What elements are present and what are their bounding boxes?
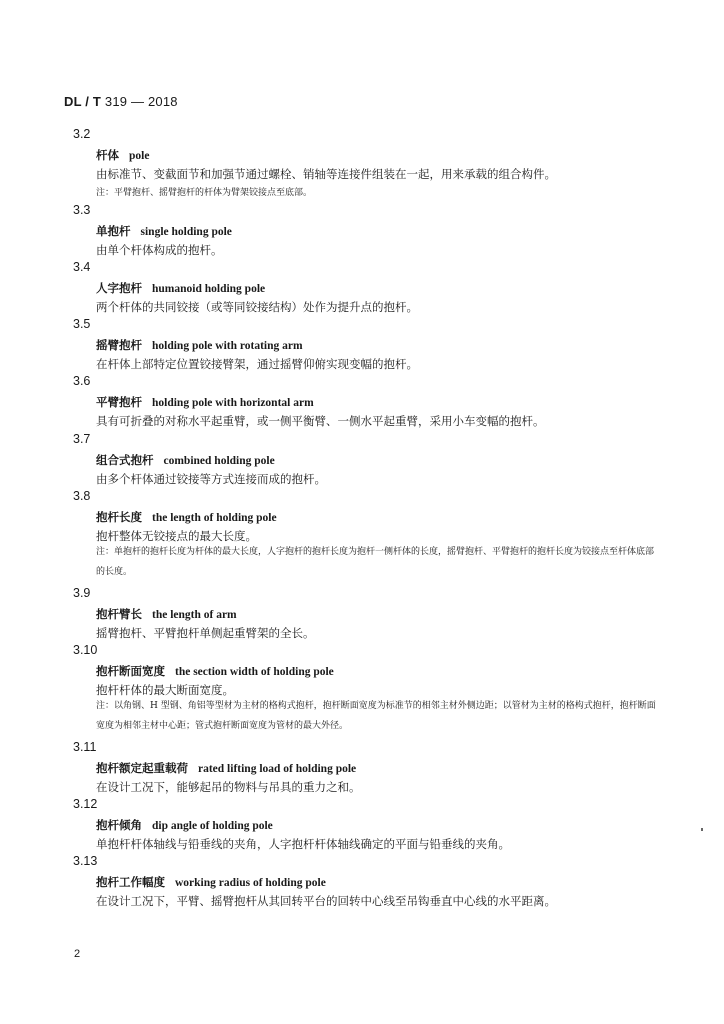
- term-en: the section width of holding pole: [175, 666, 334, 678]
- term-title: [96, 452, 275, 468]
- term-title: [96, 874, 326, 890]
- term-zh: 抱杆倾角: [96, 818, 142, 832]
- term-definition: 在设计工况下，能够起吊的物料与吊具的重力之和。: [96, 780, 361, 794]
- standard-prefix: DL / T: [64, 94, 102, 109]
- term-en: the length of holding pole: [152, 512, 277, 524]
- term-title: [96, 509, 277, 525]
- clause-number: 3.5: [73, 317, 91, 331]
- term-en: holding pole with rotating arm: [152, 340, 303, 352]
- term-zh: 人字抱杆: [96, 281, 142, 295]
- term-title: [96, 223, 232, 239]
- term-zh: 抱杆臂长: [96, 607, 142, 621]
- term-en: holding pole with horizontal arm: [152, 397, 314, 409]
- clause-number: 3.13: [73, 854, 98, 868]
- term-zh: 杆体: [96, 148, 119, 162]
- clause-number: 3.3: [73, 203, 91, 217]
- clause-number: 3.11: [73, 740, 97, 754]
- term-zh: 抱杆断面宽度: [96, 664, 165, 678]
- term-note: 注：单抱杆的抱杆长度为杆体的最大长度，人字抱杆的抱杆长度为抱杆一侧杆体的长度，摇臂抱杆、平臂抱杆的抱杆长度为铰接点至杆体底部的长度。: [96, 547, 655, 577]
- term-zh: 组合式抱杆: [96, 453, 154, 467]
- term-definition: 在杆体上部特定位置铰接臂架，通过摇臂仰俯实现变幅的抱杆。: [96, 357, 418, 371]
- term-definition: 由标准节、变截面节和加强节通过螺栓、销轴等连接件组装在一起，用来承载的组合构件。: [96, 167, 556, 181]
- term-title: [96, 147, 149, 163]
- term-title: [96, 394, 314, 410]
- term-title: [96, 280, 265, 296]
- clause-number: 3.9: [73, 586, 91, 600]
- term-note: 注：以角钢、H 型钢、角铝等型材为主材的格构式抱杆，抱杆断面宽度为标准节的相邻主材外侧边距；以管材为主材的格构式抱杆，抱杆断面宽度为相邻主材中心距；管式抱杆断面宽度为管材的最大外径。: [96, 701, 656, 731]
- term-definition: 具有可折叠的对称水平起重臂，或一侧平衡臂、一侧水平起重臂，采用小车变幅的抱杆。: [96, 414, 545, 428]
- clause-number: 3.7: [73, 432, 91, 446]
- standard-number: 319 — 2018: [104, 94, 178, 109]
- term-en: combined holding pole: [163, 455, 275, 467]
- page-number: 2: [74, 948, 81, 960]
- term-title: [96, 817, 273, 833]
- term-en: dip angle of holding pole: [152, 820, 273, 832]
- term-zh: 摇臂抱杆: [96, 338, 142, 352]
- term-en: rated lifting load of holding pole: [198, 763, 357, 775]
- term-definition: 单抱杆杆体轴线与铅垂线的夹角，人字抱杆杆体轴线确定的平面与铅垂线的夹角。: [96, 837, 510, 851]
- term-en: working radius of holding pole: [175, 877, 326, 889]
- clause-number: 3.8: [73, 489, 91, 503]
- term-definition: 抱杆整体无铰接点的最大长度。: [96, 529, 257, 543]
- term-definition: 由多个杆体通过铰接等方式连接而成的抱杆。: [96, 472, 326, 486]
- clause-number: 3.4: [73, 260, 91, 274]
- term-zh: 单抱杆: [96, 224, 131, 238]
- term-definition: 由单个杆体构成的抱杆。: [96, 243, 223, 257]
- scan-speck: [701, 828, 703, 831]
- term-definition: 摇臂抱杆、平臂抱杆单侧起重臂架的全长。: [96, 626, 315, 640]
- term-zh: 抱杆工作幅度: [96, 875, 165, 889]
- term-en: pole: [129, 150, 150, 162]
- term-zh: 抱杆额定起重载荷: [96, 761, 188, 775]
- term-definition: 在设计工况下，平臂、摇臂抱杆从其回转平台的回转中心线至吊钩垂直中心线的水平距离。: [96, 894, 556, 908]
- clause-number: 3.6: [73, 374, 91, 388]
- clause-number: 3.10: [73, 643, 98, 657]
- term-title: [96, 760, 356, 776]
- clause-number: 3.12: [73, 797, 98, 811]
- term-en: single holding pole: [140, 226, 232, 238]
- clause-number: 3.2: [73, 127, 91, 141]
- term-en: humanoid holding pole: [152, 283, 266, 295]
- term-note: 注：平臂抱杆、摇臂抱杆的杆体为臂架铰接点至底部。: [96, 188, 313, 198]
- term-definition: 抱杆杆体的最大断面宽度。: [96, 683, 234, 697]
- standard-code-header: [64, 94, 178, 109]
- term-title: [96, 663, 334, 679]
- term-definition: 两个杆体的共同铰接（或等同铰接结构）处作为提升点的抱杆。: [96, 300, 418, 314]
- term-en: the length of arm: [152, 609, 237, 621]
- term-title: [96, 606, 237, 622]
- term-zh: 平臂抱杆: [96, 395, 142, 409]
- term-zh: 抱杆长度: [96, 510, 142, 524]
- term-title: [96, 337, 303, 353]
